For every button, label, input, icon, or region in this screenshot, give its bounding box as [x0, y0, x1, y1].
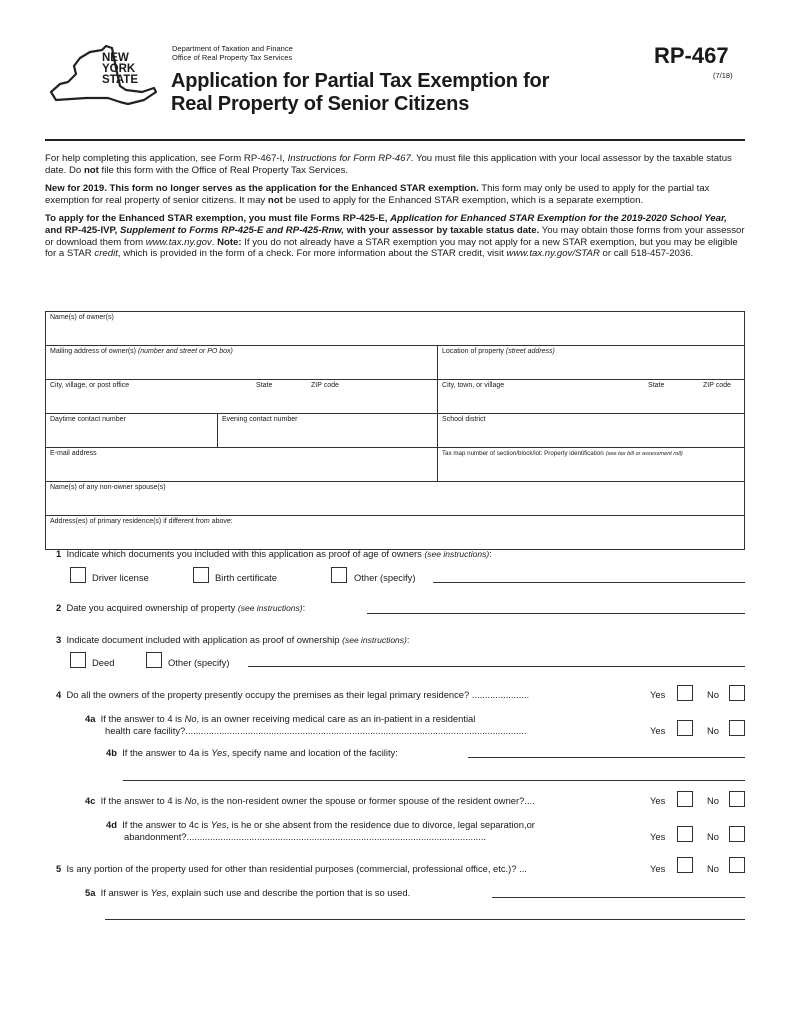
other-ownership-proof-label: Other (specify) [168, 657, 230, 668]
facility-input-line2[interactable] [123, 780, 745, 781]
evening-phone-field[interactable]: Evening contact number [218, 414, 438, 448]
question-5: 5 Is any portion of the property used for other than residential purposes (commercial, professional office, etc.)? ... [56, 863, 527, 874]
question-4d: 4d If the answer to 4c is Yes, is he or she absent from the residence due to divorce, legal separation,or [106, 819, 535, 830]
question-4d-line2: abandonment?................................................................................................................... [124, 831, 487, 842]
driver-license-label: Driver license [92, 572, 149, 583]
mailing-address-field[interactable]: Mailing address of owner(s) (number and street or PO box) [46, 346, 438, 380]
intro-paragraph-3: To apply for the Enhanced STAR exemption, you must file Forms RP-425-E, Application for Enhanced STAR Exemption for the 2019-2020 School Year, and RP-425-IVP, Supplement to Forms RP-425-E and RP-425-Rnw, with your assessor by taxable status date. You may obtain those forms from your assessor or download them from www.tax.ny.gov. Note: If you do not already have a STAR exemption you may not apply for a new STAR exemption, but you may be eligible for a STAR credit, which is provided in the form of a check. For more information about the STAR credit, visit www.tax.ny.gov/STAR or call 518-457-2036. [45, 213, 745, 260]
email-field[interactable]: E-mail address [46, 448, 438, 482]
form-number: RP-467 [654, 43, 729, 68]
property-city-field[interactable]: City, town, or village State ZIP code [438, 380, 745, 414]
office-name: Office of Real Property Tax Services [172, 53, 293, 62]
q4a-no-label: No [707, 725, 719, 736]
question-1: 1 Indicate which documents you included with this application as proof of age of owners (see instructions): [56, 548, 492, 559]
property-location-field[interactable]: Location of property (street address) [438, 346, 745, 380]
deed-label: Deed [92, 657, 115, 668]
q5-yes-label: Yes [650, 863, 666, 874]
other-age-proof-checkbox[interactable] [331, 567, 347, 583]
tax-map-field[interactable]: Tax map number of section/block/lot: Property identification (see tax bill or assessment roll) [438, 448, 745, 482]
birth-certificate-checkbox[interactable] [193, 567, 209, 583]
question-4a-line2: health care facility?................................................................................................................................... [105, 725, 527, 736]
header-rule [45, 139, 745, 141]
logo-word-new: NEW [102, 52, 129, 64]
other-age-proof-label: Other (specify) [354, 572, 416, 583]
school-district-field[interactable]: School district [438, 414, 745, 448]
intro-paragraph-2: New for 2019. This form no longer serves as the application for the Enhanced STAR exemption. This form may only be used to apply for the partial tax exemption for real property of senior citizens. It may not be used to apply for the Enhanced STAR exemption, which is a separate exemption. [45, 183, 710, 206]
q4c-no-checkbox[interactable] [729, 791, 745, 807]
q5-no-label: No [707, 863, 719, 874]
use-description-input-line1[interactable] [492, 897, 745, 898]
deed-checkbox[interactable] [70, 652, 86, 668]
question-5a: 5a If answer is Yes, explain such use and describe the portion that is so used. [85, 887, 411, 898]
form-revision-date: (7/18) [713, 71, 733, 80]
ownership-date-input[interactable] [367, 613, 745, 614]
q4c-no-label: No [707, 795, 719, 806]
q4d-yes-label: Yes [650, 831, 666, 842]
intro-paragraph-1: For help completing this application, see Form RP-467-I, Instructions for Form RP-467. You must file this application with your local assessor by the taxable status date. Do not file this form with the Office of Real Property Tax Services. [45, 153, 732, 176]
question-4a: 4a If the answer to 4 is No, is an owner receiving medical care as an in-patient in a residential [85, 713, 476, 724]
q4d-no-label: No [707, 831, 719, 842]
q4c-yes-label: Yes [650, 795, 666, 806]
birth-certificate-label: Birth certificate [215, 572, 277, 583]
form-title-line2: Real Property of Senior Citizens [171, 93, 470, 115]
spouse-name-field[interactable]: Name(s) of any non-owner spouse(s) [46, 482, 745, 516]
owner-info-grid [45, 311, 745, 550]
q4-yes-label: Yes [650, 689, 666, 700]
other-ownership-proof-checkbox[interactable] [146, 652, 162, 668]
mailing-city-field[interactable]: City, village, or post office State ZIP code [46, 380, 438, 414]
q4-yes-checkbox[interactable] [677, 685, 693, 701]
nys-logo [46, 40, 158, 110]
daytime-phone-field[interactable]: Daytime contact number [46, 414, 218, 448]
department-name: Department of Taxation and Finance [172, 44, 293, 53]
q4d-yes-checkbox[interactable] [677, 826, 693, 842]
facility-input-line1[interactable] [468, 757, 745, 758]
q5-yes-checkbox[interactable] [677, 857, 693, 873]
q4-no-checkbox[interactable] [729, 685, 745, 701]
logo-word-state: STATE [102, 74, 138, 86]
other-ownership-proof-input[interactable] [248, 666, 745, 667]
q4a-no-checkbox[interactable] [729, 720, 745, 736]
other-age-proof-input[interactable] [433, 582, 745, 583]
q4a-yes-label: Yes [650, 725, 666, 736]
intro-text [45, 153, 745, 267]
owners-name-field[interactable]: Name(s) of owner(s) [46, 312, 745, 346]
q4a-yes-checkbox[interactable] [677, 720, 693, 736]
primary-residence-field[interactable]: Address(es) of primary residence(s) if different from above: [46, 516, 745, 550]
question-2: 2 Date you acquired ownership of property (see instructions): [56, 602, 306, 613]
question-4c: 4c If the answer to 4 is No, is the non-resident owner the spouse or former spouse of the resident owner?.... [85, 795, 535, 806]
logo-word-york: YORK [102, 63, 136, 75]
q4d-no-checkbox[interactable] [729, 826, 745, 842]
driver-license-checkbox[interactable] [70, 567, 86, 583]
question-4b: 4b If the answer to 4a is Yes, specify name and location of the facility: [106, 747, 398, 758]
q4c-yes-checkbox[interactable] [677, 791, 693, 807]
question-3: 3 Indicate document included with application as proof of ownership (see instructions): [56, 634, 410, 645]
question-4: 4 Do all the owners of the property presently occupy the premises as their legal primary residence? ...................... [56, 689, 530, 700]
form-title-line1: Application for Partial Tax Exemption for [171, 70, 550, 92]
use-description-input-line2[interactable] [105, 919, 745, 920]
q5-no-checkbox[interactable] [729, 857, 745, 873]
q4-no-label: No [707, 689, 719, 700]
